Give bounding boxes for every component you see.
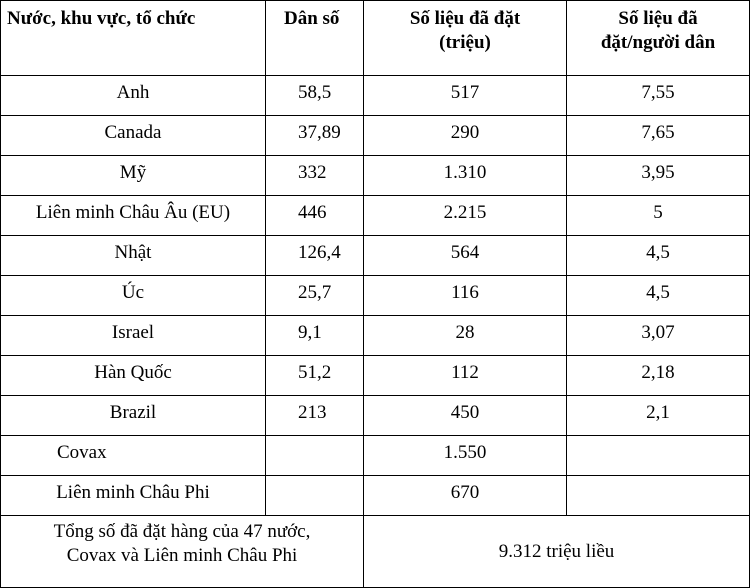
header-per-person: [567, 1, 750, 76]
cell-doses: 450: [364, 396, 567, 436]
cell-per-person: 3,95: [567, 156, 750, 196]
cell-population: 51,2: [266, 356, 364, 396]
table-row: [1, 76, 750, 116]
cell-name: Covax: [1, 436, 266, 476]
header-population: Dân số: [266, 1, 364, 76]
cell-name: Brazil: [1, 396, 266, 436]
table-row: [1, 156, 750, 196]
cell-population: 332: [266, 156, 364, 196]
cell-population: [266, 436, 364, 476]
cell-name: Hàn Quốc: [1, 356, 266, 396]
cell-population: 446: [266, 196, 364, 236]
cell-name: Israel: [1, 316, 266, 356]
cell-population: 58,5: [266, 76, 364, 116]
cell-per-person: 3,07: [567, 316, 750, 356]
cell-per-person: [567, 476, 750, 516]
cell-population: 9,1: [266, 316, 364, 356]
header-per-person-line2: đặt/người dân: [600, 32, 716, 53]
table-row: [1, 116, 750, 156]
table-row: [1, 476, 750, 516]
cell-population: [266, 476, 364, 516]
table-row: [1, 236, 750, 276]
cell-name: Anh: [1, 76, 266, 116]
cell-name: Liên minh Châu Phi: [1, 476, 266, 516]
cell-per-person: 5: [567, 196, 750, 236]
cell-doses: 670: [364, 476, 567, 516]
cell-population: 25,7: [266, 276, 364, 316]
cell-name: Canada: [1, 116, 266, 156]
table-row: [1, 436, 750, 476]
cell-per-person: 7,65: [567, 116, 750, 156]
cell-doses: 564: [364, 236, 567, 276]
cell-doses: 290: [364, 116, 567, 156]
cell-name: Nhật: [1, 236, 266, 276]
cell-doses: 1.550: [364, 436, 567, 476]
table-row: [1, 396, 750, 436]
cell-name: Mỹ: [1, 156, 266, 196]
cell-per-person: [567, 436, 750, 476]
header-doses-line1: Số liệu đã đặt: [409, 8, 521, 29]
cell-doses: 2.215: [364, 196, 567, 236]
header-country: Nước, khu vực, tổ chức: [1, 1, 266, 76]
header-doses-line2: (triệu): [439, 32, 491, 53]
cell-per-person: 2,1: [567, 396, 750, 436]
cell-doses: 28: [364, 316, 567, 356]
cell-population: 37,89: [266, 116, 364, 156]
header-per-person-line1: Số liệu đã: [618, 8, 698, 29]
cell-per-person: 2,18: [567, 356, 750, 396]
cell-per-person: 7,55: [567, 76, 750, 116]
cell-name: Úc: [1, 276, 266, 316]
total-label-line1: Tổng số đã đặt hàng của 47 nước,: [53, 521, 311, 542]
table-row: [1, 196, 750, 236]
cell-doses: 517: [364, 76, 567, 116]
table-row: [1, 356, 750, 396]
cell-name: Liên minh Châu Âu (EU): [1, 196, 266, 236]
total-row: [1, 516, 750, 588]
cell-doses: 112: [364, 356, 567, 396]
cell-population: 213: [266, 396, 364, 436]
cell-doses: 1.310: [364, 156, 567, 196]
total-label-line2: Covax và Liên minh Châu Phi: [66, 545, 298, 566]
cell-doses: 116: [364, 276, 567, 316]
header-doses: [364, 1, 567, 76]
cell-population: 126,4: [266, 236, 364, 276]
cell-per-person: 4,5: [567, 276, 750, 316]
total-value: 9.312 triệu liều: [364, 516, 750, 588]
table-row: [1, 276, 750, 316]
header-row: [1, 1, 750, 76]
cell-per-person: 4,5: [567, 236, 750, 276]
total-label: [1, 516, 364, 588]
table-row: [1, 316, 750, 356]
